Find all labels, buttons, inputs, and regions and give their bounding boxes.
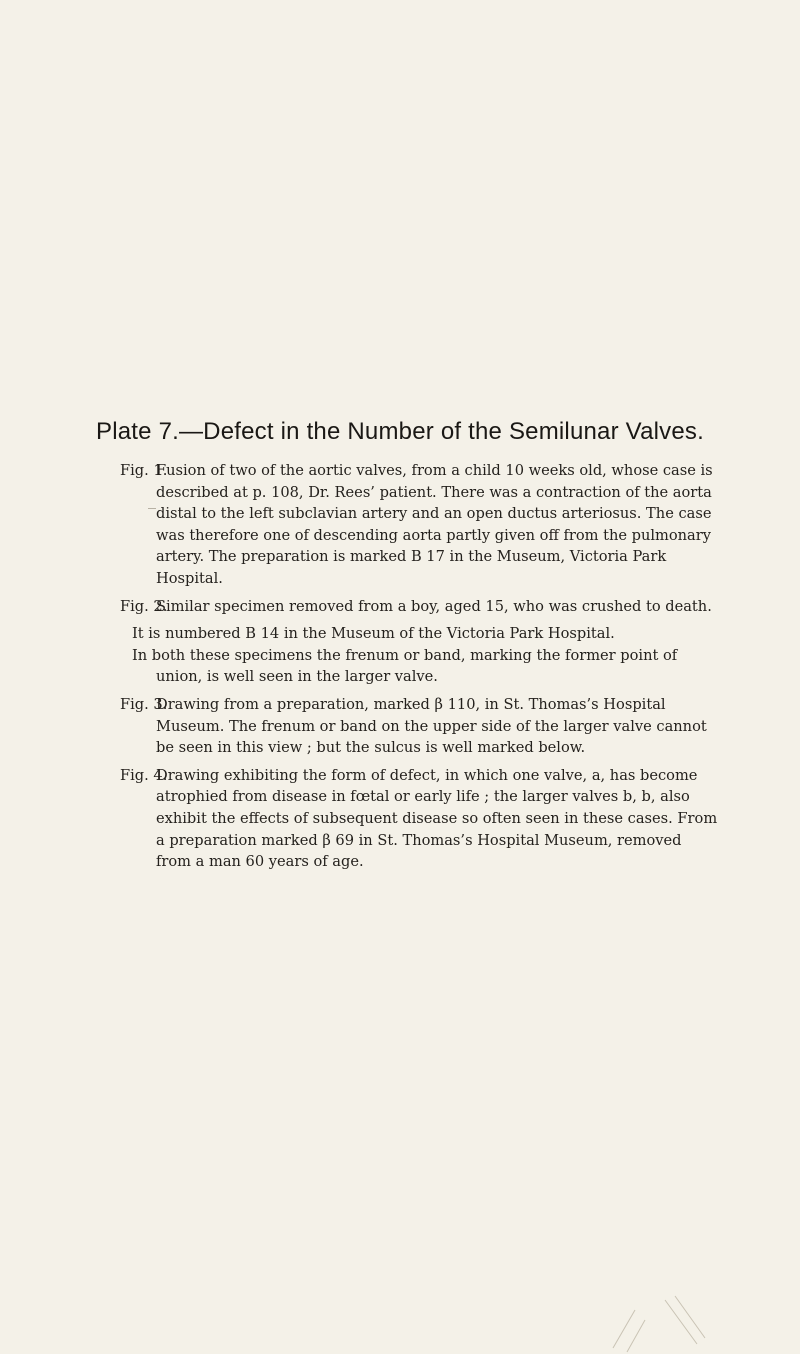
figure-caption-1: [120, 460, 720, 590]
paragraph-frenum: In both these specimens the frenum or band, marking the former point of union, is well seen in the larger valve.: [132, 646, 678, 686]
plate-description: [120, 460, 720, 879]
faint-pencil-mark: [605, 1290, 715, 1354]
figure-label: Fig. 3.: [120, 695, 168, 713]
figure-text: Drawing from a preparation, marked β 110, in St. Thomas’s Hospital Museum. The frenum or band on the upper side of the larger valve cannot be seen in this view ; but the sulcus is well marked below.: [156, 695, 707, 757]
figure-text: Fusion of two of the aortic valves, from a child 10 weeks old, whose case is described at p. 108, Dr. Rees’ patient. There was a contraction of the aorta distal to the left subclavian artery and an open ductus arteriosus. The case was therefore one of descending aorta partly given off from the pulmonary artery. The preparation is marked B 17 in the Museum, Victoria Park Hospital.: [156, 462, 713, 587]
figure-caption-4: [120, 765, 720, 873]
figure-label: Fig. 1.: [120, 462, 168, 479]
figure-caption-3: [120, 694, 720, 759]
figure-label: Fig. 2.: [120, 597, 168, 615]
plate-title: Plate 7.—Defect in the Number of the Semilunar Valves.: [96, 418, 704, 445]
figure-text: Similar specimen removed from a boy, aged 15, who was crushed to death.: [156, 597, 712, 615]
figure-caption-2: [120, 596, 720, 618]
paragraph-museum-number: It is numbered B 14 in the Museum of the Victoria Park Hospital.: [132, 625, 615, 643]
figure-text: Drawing exhibiting the form of defect, in which one valve, a, has become atrophied from disease in fœtal or early life ; the larger valves b, b, also exhibit the effects of subsequent disease so often seen in these cases. From a preparation marked β 69 in St. Thomas’s Hospital Museum, removed from a man 60 years of age.: [156, 766, 718, 871]
figure-label: Fig. 4.: [120, 766, 168, 784]
